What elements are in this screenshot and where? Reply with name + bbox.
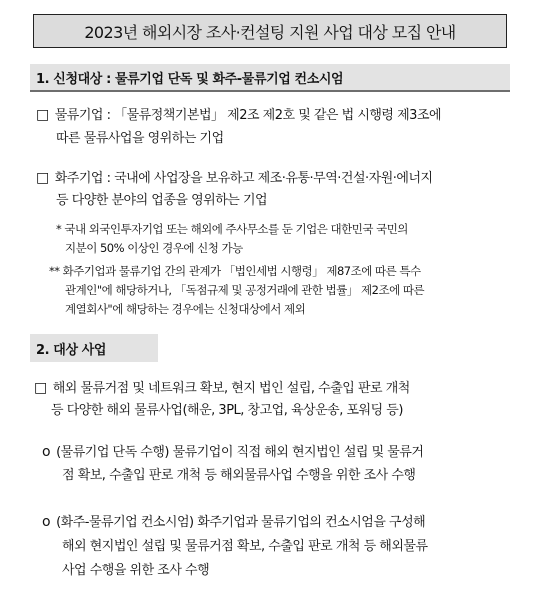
page-title bbox=[33, 14, 507, 48]
section2-sub2-line2: 해외 현지법인 설립 및 물류거점 확보, 수출입 판로 개척 등 해외물류 bbox=[62, 539, 428, 554]
section2-sub2-line1 bbox=[42, 514, 425, 531]
section1-note2-text1: 화주기업과 물류기업 간의 관계가 「법인세법 시행령」 제87조에 따른 특수 bbox=[62, 264, 421, 278]
section1-heading-text: 1. 신청대상 : 물류기업 단독 및 화주-물류기업 컨소시엄 bbox=[36, 71, 344, 87]
section2-item1-text1: 해외 물류거점 및 네트워크 확보, 현지 법인 설립, 수출입 판로 개척 bbox=[52, 381, 410, 396]
section1-item2-line2: 등 다양한 분야의 업종을 영위하는 기업 bbox=[56, 193, 268, 208]
section2-item1-line2: 등 다양한 해외 물류사업(해운, 3PL, 창고업, 육상운송, 포워딩 등) bbox=[51, 403, 403, 418]
section1-item2-text1: 화주기업 : 국내에 사업장을 보유하고 제조·유통·무역·건설·자원·에너지 bbox=[54, 171, 433, 186]
checkbox-bullet-icon: □ bbox=[36, 170, 49, 186]
section2-heading-text: 2. 대상 사업 bbox=[36, 342, 107, 358]
section1-heading bbox=[30, 64, 510, 92]
section1-note2-line1 bbox=[49, 263, 421, 279]
section1-item1-line1 bbox=[36, 107, 441, 124]
note-mark: * bbox=[56, 222, 62, 236]
section1-note2-line2: 관계인"에 해당하거나, 「독점규제 및 공정거래에 관한 법률」 제2조에 따른 bbox=[65, 283, 425, 297]
section2-sub2-text1: (화주-물류기업 컨소시엄) 화주기업과 물류기업의 컨소시엄을 구성해 bbox=[56, 515, 426, 530]
section1-note1-text1: 국내 외국인투자기업 또는 해외에 주사무소를 둔 기업은 대한민국 국민의 bbox=[64, 222, 408, 236]
section2-sub1-line2: 점 확보, 수출입 판로 개척 등 해외물류사업 수행을 위한 조사 수행 bbox=[62, 468, 416, 483]
section1-note1-line1 bbox=[56, 221, 408, 237]
section2-sub2-line3: 사업 수행을 위한 조사 수행 bbox=[62, 563, 210, 578]
section1-item1-line2: 따른 물류사업을 영위하는 기업 bbox=[56, 131, 224, 146]
section2-sub1-text1: (물류기업 단독 수행) 물류기업이 직접 해외 현지법인 설립 및 물류거 bbox=[56, 445, 424, 460]
page-title-text: 2023년 해외시장 조사·컨설팅 지원 사업 대상 모집 안내 bbox=[84, 22, 456, 42]
checkbox-bullet-icon: □ bbox=[34, 380, 47, 396]
section1-item1-text1: 물류기업 : 「물류정책기본법」 제2조 제2호 및 같은 법 시행령 제3조에 bbox=[54, 108, 442, 123]
section1-note2-line3: 계열회사"에 해당하는 경우에는 신청대상에서 제외 bbox=[65, 302, 306, 316]
section2-heading bbox=[30, 334, 158, 362]
circle-bullet-icon: ο bbox=[42, 514, 51, 530]
note-mark: ** bbox=[49, 264, 60, 278]
section1-note1-line2: 지분이 50% 이상인 경우에 신청 가능 bbox=[65, 241, 243, 255]
section2-item1-line1 bbox=[34, 380, 410, 397]
checkbox-bullet-icon: □ bbox=[36, 107, 49, 123]
section1-item2-line1 bbox=[36, 170, 433, 187]
section2-sub1-line1 bbox=[42, 444, 423, 461]
circle-bullet-icon: ο bbox=[42, 444, 51, 460]
